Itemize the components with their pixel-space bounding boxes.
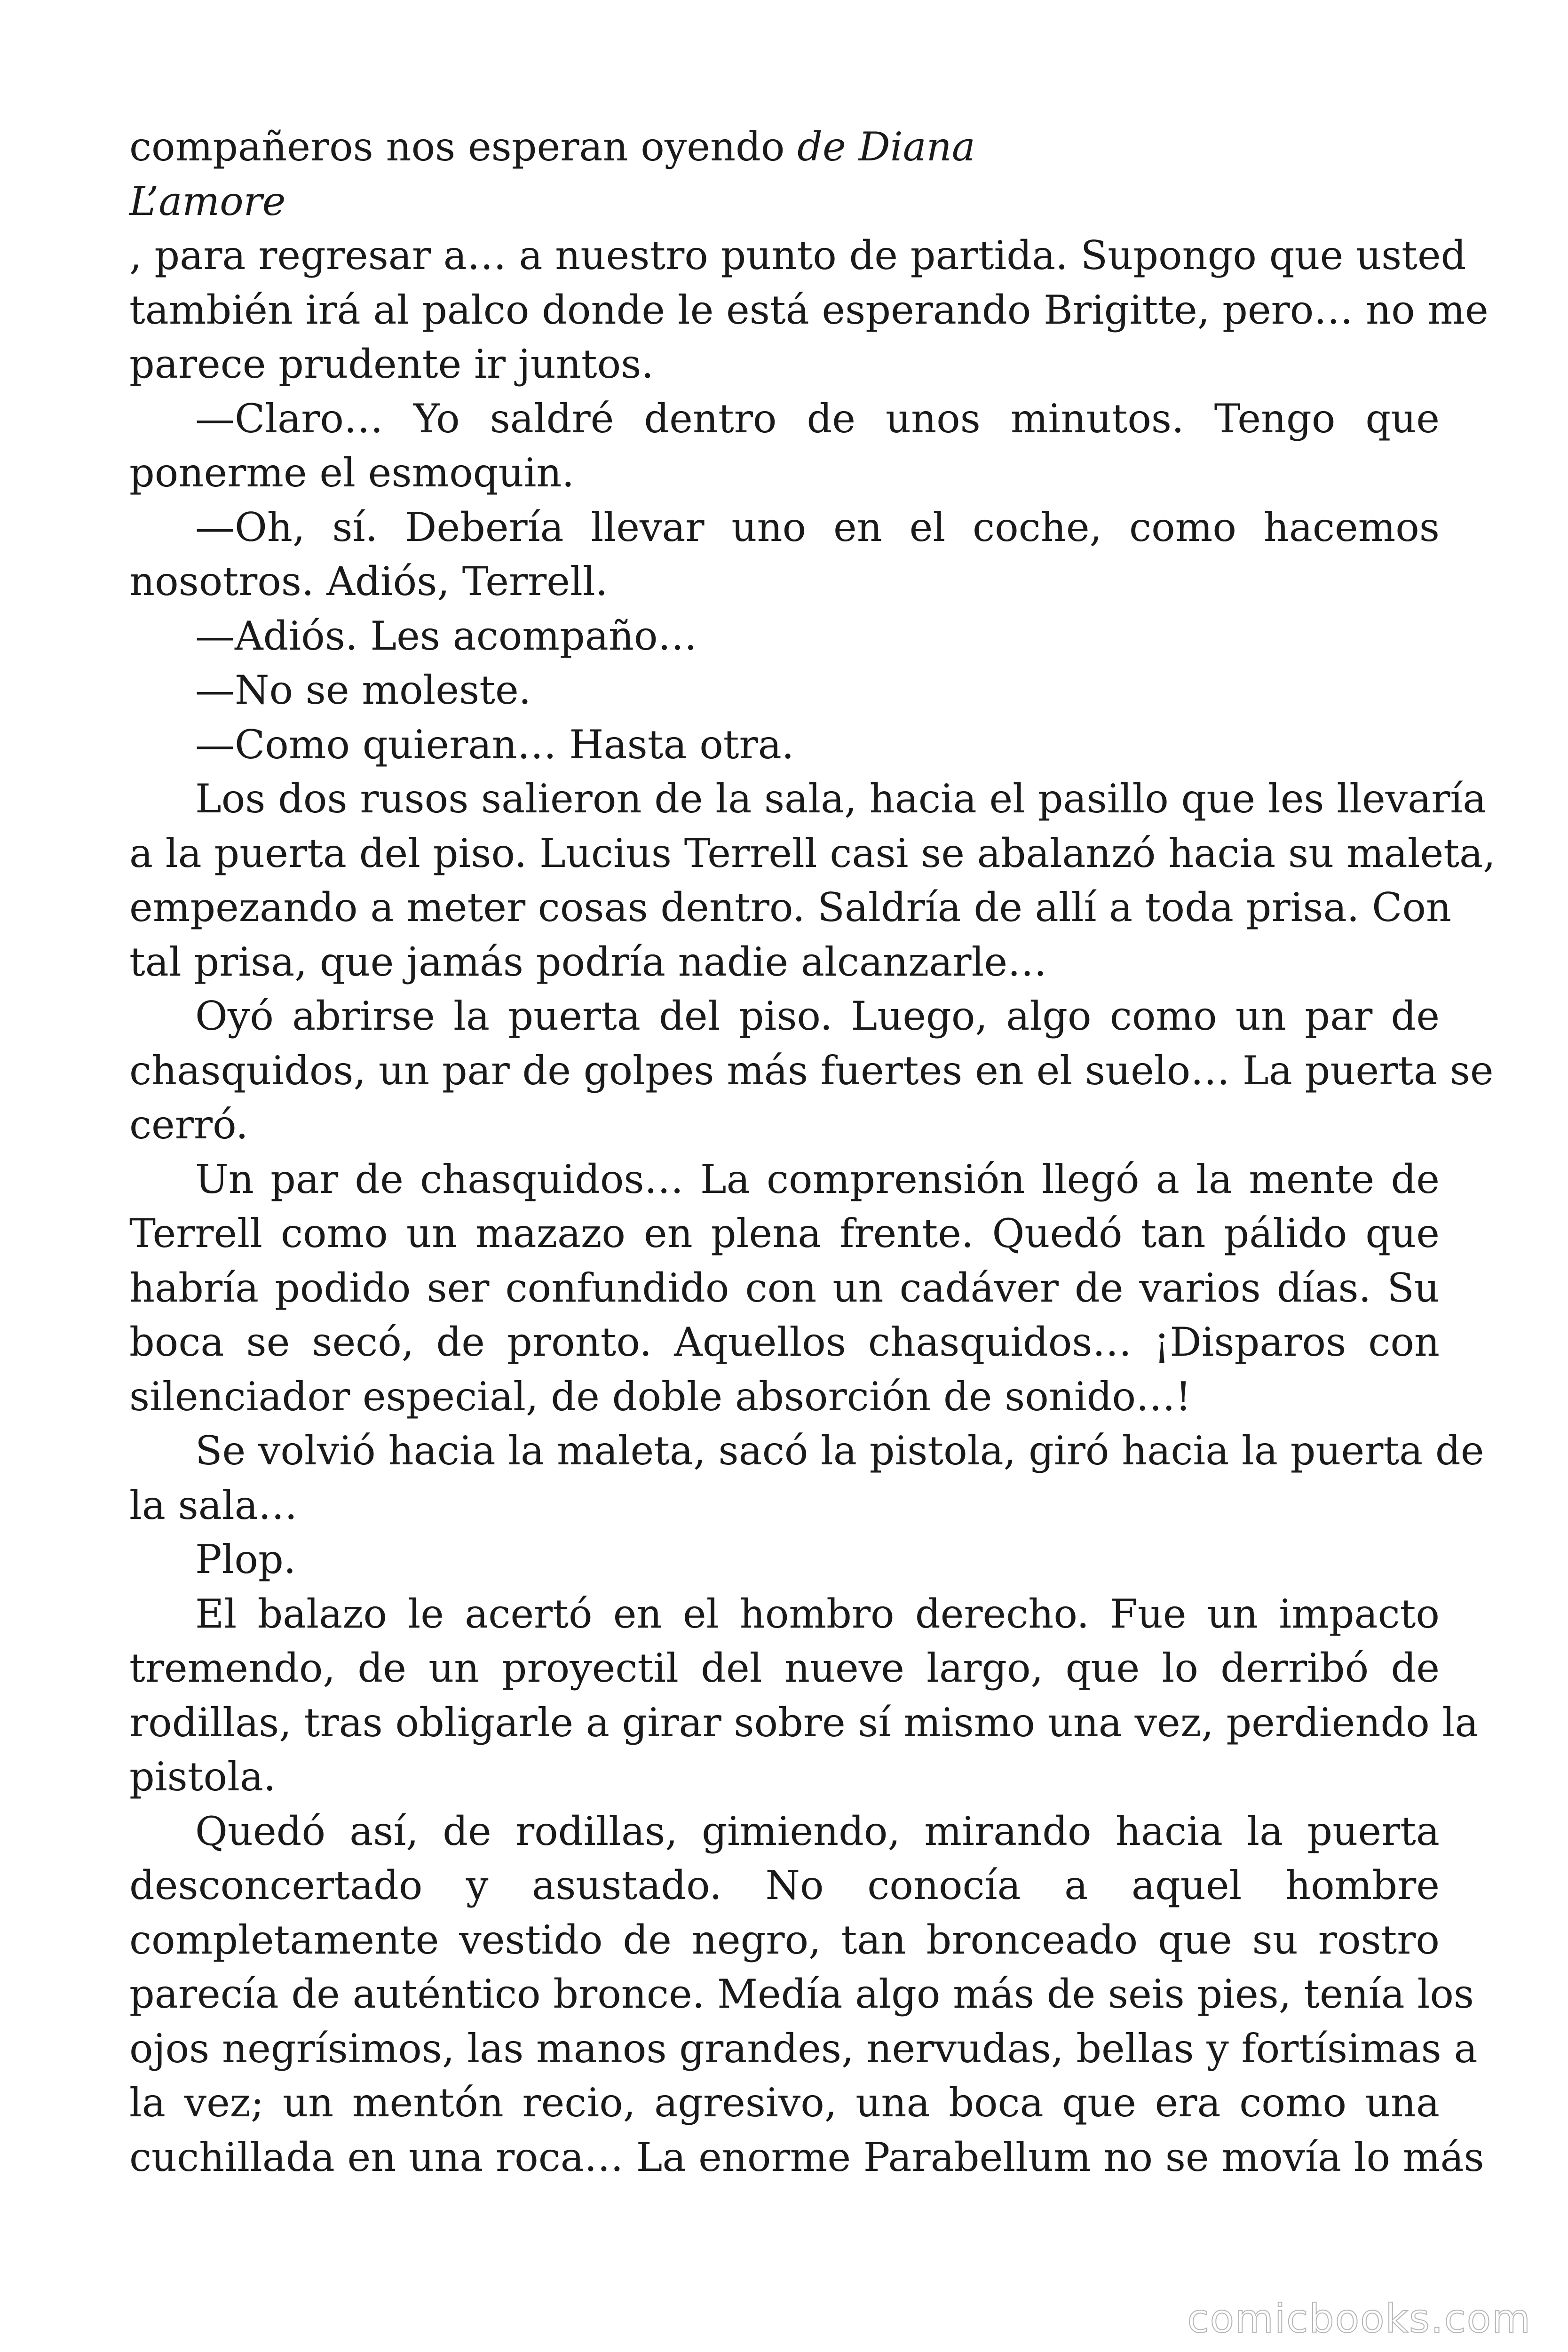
text-line <box>129 1044 1494 1098</box>
line-text: cerró. <box>129 1102 248 1148</box>
text-line <box>129 1750 1440 1804</box>
text-line <box>129 446 1440 501</box>
watermark: comicbooks.com <box>1187 2296 1531 2342</box>
text-line <box>129 229 1466 283</box>
paragraph <box>129 120 1489 392</box>
text-line <box>129 120 1440 175</box>
paragraph <box>129 1424 1484 1533</box>
text-line <box>129 1533 1440 1587</box>
text-line <box>129 175 1440 229</box>
italic-text: de Diana <box>797 124 975 170</box>
line-text: —Claro… Yo saldré dentro de unos minutos. Tengo que <box>195 395 1440 442</box>
line-text: —No se moleste. <box>195 667 531 713</box>
paragraph <box>129 1804 1484 2185</box>
line-text: Plop. <box>195 1536 296 1582</box>
line-text: Terrell como un mazazo en plena frente. Quedó tan pálido que <box>129 1210 1440 1256</box>
text-line <box>129 1098 1440 1152</box>
line-text: Los dos rusos salieron de la sala, hacia el pasillo que les llevaría <box>195 776 1487 822</box>
text-line <box>129 501 1440 555</box>
paragraph <box>129 1587 1479 1804</box>
paragraph <box>129 1533 1440 1587</box>
line-text: ponerme el esmoquin. <box>129 450 575 496</box>
paragraph <box>129 1152 1440 1424</box>
text-line <box>129 1587 1440 1642</box>
line-text: Oyó abrirse la puerta del piso. Luego, algo como un par de <box>195 993 1440 1039</box>
line-text: boca se secó, de pronto. Aquellos chasquidos… ¡Disparos con <box>129 1319 1440 1365</box>
line-text: compañeros nos esperan oyendo <box>129 124 798 170</box>
line-text: pistola. <box>129 1754 276 1800</box>
line-text: ojos negrísimos, las manos grandes, nervudas, bellas y fortísimas a <box>129 2025 1478 2072</box>
text-line <box>129 609 1440 664</box>
text-line <box>129 718 1440 772</box>
text-line <box>129 881 1452 935</box>
line-text: rodillas, tras obligarle a girar sobre sí mismo una vez, perdiendo la <box>129 1699 1479 1746</box>
paragraph <box>129 609 1440 664</box>
text-line <box>129 2076 1440 2130</box>
line-text: parecía de auténtico bronce. Medía algo más de seis pies, tenía los <box>129 1971 1474 2017</box>
line-text: desconcertado y asustado. No conocía a aquel hombre <box>129 1862 1440 1908</box>
text-line <box>129 1696 1479 1750</box>
text-line <box>129 935 1440 990</box>
line-text: empezando a meter cosas dentro. Saldría de allí a toda prisa. Con <box>129 884 1452 930</box>
text-line <box>129 1261 1440 1316</box>
text-line <box>129 772 1487 826</box>
line-text: también irá al palco donde le está esperando Brigitte, pero… no me <box>129 286 1489 333</box>
text-line <box>129 555 1440 609</box>
text-line <box>129 1641 1440 1696</box>
line-text: —Adiós. Les acompaño… <box>195 612 697 659</box>
paragraph <box>129 501 1440 609</box>
line-text: tal prisa, que jamás podría nadie alcanzarle… <box>129 938 1047 985</box>
text-line <box>129 1207 1440 1261</box>
paragraph <box>129 392 1440 501</box>
text-line <box>129 2022 1478 2076</box>
text-line <box>129 1478 1440 1533</box>
text-line <box>129 1370 1440 1424</box>
line-text: la sala… <box>129 1482 298 1528</box>
line-text: parece prudente ir juntos. <box>129 341 654 387</box>
paragraph <box>129 989 1494 1152</box>
line-text: completamente vestido de negro, tan bronceado que su rostro <box>129 1916 1440 1963</box>
text-line <box>129 1152 1440 1207</box>
text-line <box>129 1859 1440 1913</box>
text-line <box>129 2130 1484 2185</box>
paragraph <box>129 663 1440 718</box>
page-text <box>129 120 1496 2185</box>
line-text: , para regresar a… a nuestro punto de partida. Supongo que usted <box>129 232 1466 278</box>
paragraph <box>129 772 1496 989</box>
text-line <box>129 1804 1440 1859</box>
line-text: cuchillada en una roca… La enorme Parabellum no se movía lo más <box>129 2134 1484 2180</box>
text-line <box>129 1913 1440 1968</box>
text-line <box>129 392 1440 446</box>
line-text: habría podido ser confundido con un cadáver de varios días. Su <box>129 1264 1440 1311</box>
line-text: silenciador especial, de doble absorción de sonido…! <box>129 1373 1191 1420</box>
text-line <box>129 989 1440 1044</box>
line-text: tremendo, de un proyectil del nueve largo, que lo derribó de <box>129 1645 1440 1691</box>
paragraph <box>129 718 1440 772</box>
text-line <box>129 337 1440 392</box>
text-line <box>129 1315 1440 1370</box>
line-text: la vez; un mentón recio, agresivo, una boca que era como una <box>129 2080 1440 2126</box>
line-text: a la puerta del piso. Lucius Terrell casi se abalanzó hacia su maleta, <box>129 830 1496 876</box>
text-line <box>129 826 1496 881</box>
text-line <box>129 1967 1474 2022</box>
italic-text: L’amore <box>129 178 286 224</box>
text-line <box>129 1424 1484 1478</box>
line-text: nosotros. Adiós, Terrell. <box>129 558 608 604</box>
text-line <box>129 283 1489 338</box>
line-text: El balazo le acertó en el hombro derecho. Fue un impacto <box>195 1590 1440 1637</box>
line-text: —Como quieran… Hasta otra. <box>195 721 794 768</box>
line-text: —Oh, sí. Debería llevar uno en el coche, como hacemos <box>195 504 1440 550</box>
line-text: Se volvió hacia la maleta, sacó la pistola, giró hacia la puerta de <box>195 1428 1484 1474</box>
line-text: Un par de chasquidos… La comprensión llegó a la mente de <box>195 1156 1440 1202</box>
line-text: chasquidos, un par de golpes más fuertes en el suelo… La puerta se <box>129 1047 1494 1094</box>
text-line <box>129 663 1440 718</box>
line-text: Quedó así, de rodillas, gimiendo, mirando hacia la puerta <box>195 1808 1440 1854</box>
